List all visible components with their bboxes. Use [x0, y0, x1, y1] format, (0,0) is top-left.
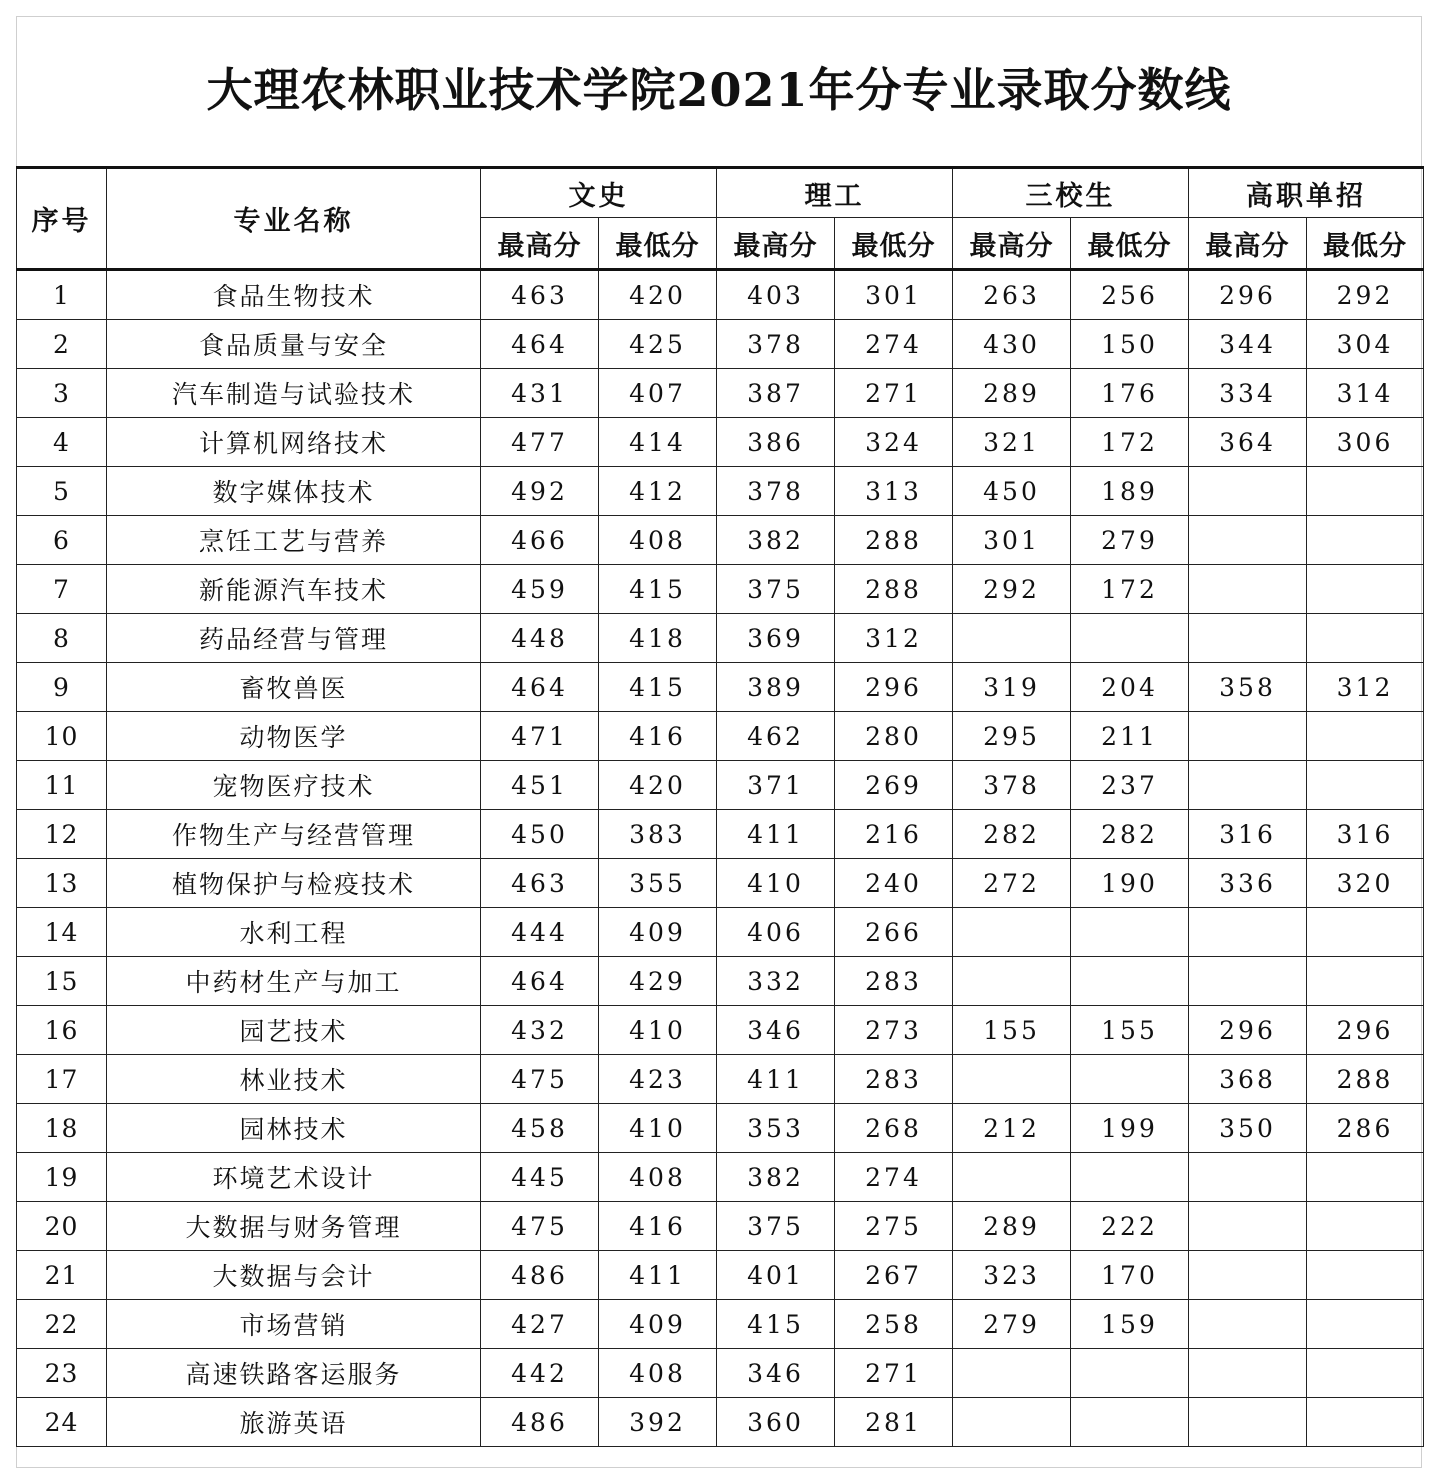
table-row [17, 614, 1424, 663]
danzhao-max-cell [1189, 1153, 1307, 1202]
table-row [17, 1104, 1424, 1153]
row-index-cell: 11 [17, 761, 107, 810]
ligong-max-cell: 386 [717, 418, 835, 467]
wenshi-min-cell: 416 [599, 1202, 717, 1251]
danzhao-max-cell [1189, 1202, 1307, 1251]
wenshi-min-cell: 425 [599, 320, 717, 369]
ligong-max-cell: 332 [717, 957, 835, 1006]
table-row [17, 810, 1424, 859]
header-group-wenshi: 文史 [481, 168, 717, 218]
header-min-score: 最低分 [835, 218, 953, 270]
admission-score-table [16, 166, 1424, 1447]
ligong-min-cell: 281 [835, 1398, 953, 1447]
danzhao-max-cell [1189, 1300, 1307, 1349]
ligong-min-cell: 274 [835, 320, 953, 369]
wenshi-min-cell: 392 [599, 1398, 717, 1447]
major-name-cell: 大数据与会计 [107, 1251, 481, 1300]
row-index-cell: 7 [17, 565, 107, 614]
danzhao-max-cell [1189, 467, 1307, 516]
ligong-min-cell: 271 [835, 1349, 953, 1398]
header-min-score: 最低分 [1307, 218, 1424, 270]
row-index-cell: 4 [17, 418, 107, 467]
ligong-min-cell: 271 [835, 369, 953, 418]
page-title: 大理农林职业技术学院2021年分专业录取分数线 [206, 63, 1232, 117]
sanxiao-max-cell: 155 [953, 1006, 1071, 1055]
table-row [17, 1055, 1424, 1104]
major-name-cell: 数字媒体技术 [107, 467, 481, 516]
danzhao-max-cell [1189, 712, 1307, 761]
danzhao-min-cell: 320 [1307, 859, 1424, 908]
major-name-cell: 园艺技术 [107, 1006, 481, 1055]
danzhao-min-cell [1307, 957, 1424, 1006]
ligong-min-cell: 258 [835, 1300, 953, 1349]
major-name-cell: 旅游英语 [107, 1398, 481, 1447]
sanxiao-min-cell [1071, 1055, 1189, 1104]
danzhao-min-cell: 304 [1307, 320, 1424, 369]
wenshi-min-cell: 408 [599, 1153, 717, 1202]
header-major: 专业名称 [107, 168, 481, 270]
wenshi-min-cell: 355 [599, 859, 717, 908]
row-index-cell: 8 [17, 614, 107, 663]
danzhao-min-cell [1307, 1153, 1424, 1202]
danzhao-min-cell [1307, 761, 1424, 810]
major-name-cell: 林业技术 [107, 1055, 481, 1104]
sanxiao-min-cell [1071, 908, 1189, 957]
wenshi-min-cell: 429 [599, 957, 717, 1006]
row-index-cell: 18 [17, 1104, 107, 1153]
sanxiao-min-cell: 237 [1071, 761, 1189, 810]
sanxiao-max-cell: 323 [953, 1251, 1071, 1300]
danzhao-max-cell [1189, 957, 1307, 1006]
danzhao-min-cell [1307, 1251, 1424, 1300]
sanxiao-min-cell: 189 [1071, 467, 1189, 516]
danzhao-max-cell: 350 [1189, 1104, 1307, 1153]
sanxiao-min-cell: 282 [1071, 810, 1189, 859]
sanxiao-max-cell [953, 1398, 1071, 1447]
danzhao-max-cell: 296 [1189, 1006, 1307, 1055]
table-row [17, 908, 1424, 957]
row-index-cell: 9 [17, 663, 107, 712]
ligong-max-cell: 382 [717, 516, 835, 565]
sanxiao-max-cell: 272 [953, 859, 1071, 908]
row-index-cell: 14 [17, 908, 107, 957]
ligong-min-cell: 268 [835, 1104, 953, 1153]
ligong-min-cell: 280 [835, 712, 953, 761]
sanxiao-min-cell: 190 [1071, 859, 1189, 908]
table-row [17, 957, 1424, 1006]
danzhao-min-cell [1307, 908, 1424, 957]
ligong-min-cell: 269 [835, 761, 953, 810]
ligong-min-cell: 324 [835, 418, 953, 467]
danzhao-min-cell [1307, 1349, 1424, 1398]
wenshi-min-cell: 415 [599, 663, 717, 712]
major-name-cell: 食品生物技术 [107, 270, 481, 320]
major-name-cell: 新能源汽车技术 [107, 565, 481, 614]
ligong-max-cell: 411 [717, 810, 835, 859]
wenshi-max-cell: 464 [481, 663, 599, 712]
major-name-cell: 烹饪工艺与营养 [107, 516, 481, 565]
ligong-max-cell: 369 [717, 614, 835, 663]
ligong-max-cell: 382 [717, 1153, 835, 1202]
header-index: 序号 [17, 168, 107, 270]
danzhao-min-cell [1307, 1202, 1424, 1251]
danzhao-min-cell [1307, 614, 1424, 663]
wenshi-min-cell: 407 [599, 369, 717, 418]
table-row [17, 1349, 1424, 1398]
sanxiao-min-cell: 172 [1071, 565, 1189, 614]
wenshi-max-cell: 431 [481, 369, 599, 418]
danzhao-max-cell: 336 [1189, 859, 1307, 908]
ligong-max-cell: 378 [717, 467, 835, 516]
ligong-max-cell: 462 [717, 712, 835, 761]
table-row [17, 1300, 1424, 1349]
wenshi-max-cell: 475 [481, 1055, 599, 1104]
danzhao-max-cell [1189, 565, 1307, 614]
header-min-score: 最低分 [1071, 218, 1189, 270]
major-name-cell: 宠物医疗技术 [107, 761, 481, 810]
row-index-cell: 3 [17, 369, 107, 418]
sanxiao-max-cell: 295 [953, 712, 1071, 761]
ligong-max-cell: 406 [717, 908, 835, 957]
sanxiao-max-cell [953, 614, 1071, 663]
sanxiao-max-cell: 378 [953, 761, 1071, 810]
danzhao-max-cell: 316 [1189, 810, 1307, 859]
sanxiao-max-cell: 289 [953, 1202, 1071, 1251]
sanxiao-max-cell: 212 [953, 1104, 1071, 1153]
sanxiao-min-cell: 172 [1071, 418, 1189, 467]
danzhao-max-cell [1189, 1349, 1307, 1398]
major-name-cell: 园林技术 [107, 1104, 481, 1153]
ligong-min-cell: 267 [835, 1251, 953, 1300]
wenshi-max-cell: 448 [481, 614, 599, 663]
wenshi-min-cell: 408 [599, 516, 717, 565]
table-row [17, 369, 1424, 418]
sanxiao-max-cell: 319 [953, 663, 1071, 712]
ligong-max-cell: 360 [717, 1398, 835, 1447]
sanxiao-min-cell: 159 [1071, 1300, 1189, 1349]
sanxiao-min-cell [1071, 957, 1189, 1006]
danzhao-max-cell [1189, 614, 1307, 663]
danzhao-min-cell [1307, 565, 1424, 614]
major-name-cell: 畜牧兽医 [107, 663, 481, 712]
wenshi-max-cell: 450 [481, 810, 599, 859]
header-max-score: 最高分 [953, 218, 1071, 270]
danzhao-max-cell [1189, 516, 1307, 565]
ligong-min-cell: 312 [835, 614, 953, 663]
table-row [17, 1398, 1424, 1447]
header-group-ligong: 理工 [717, 168, 953, 218]
wenshi-max-cell: 463 [481, 859, 599, 908]
wenshi-max-cell: 444 [481, 908, 599, 957]
ligong-max-cell: 387 [717, 369, 835, 418]
table-row [17, 1202, 1424, 1251]
ligong-max-cell: 378 [717, 320, 835, 369]
sanxiao-min-cell: 176 [1071, 369, 1189, 418]
wenshi-max-cell: 486 [481, 1398, 599, 1447]
ligong-max-cell: 375 [717, 1202, 835, 1251]
wenshi-min-cell: 414 [599, 418, 717, 467]
ligong-min-cell: 288 [835, 565, 953, 614]
major-name-cell: 水利工程 [107, 908, 481, 957]
ligong-min-cell: 296 [835, 663, 953, 712]
wenshi-max-cell: 451 [481, 761, 599, 810]
wenshi-max-cell: 427 [481, 1300, 599, 1349]
major-name-cell: 食品质量与安全 [107, 320, 481, 369]
row-index-cell: 2 [17, 320, 107, 369]
sanxiao-max-cell: 282 [953, 810, 1071, 859]
danzhao-min-cell: 316 [1307, 810, 1424, 859]
sanxiao-min-cell [1071, 1153, 1189, 1202]
wenshi-max-cell: 464 [481, 320, 599, 369]
wenshi-min-cell: 411 [599, 1251, 717, 1300]
ligong-min-cell: 301 [835, 270, 953, 320]
wenshi-max-cell: 458 [481, 1104, 599, 1153]
danzhao-min-cell [1307, 467, 1424, 516]
wenshi-max-cell: 471 [481, 712, 599, 761]
wenshi-max-cell: 432 [481, 1006, 599, 1055]
sanxiao-min-cell: 279 [1071, 516, 1189, 565]
ligong-max-cell: 346 [717, 1006, 835, 1055]
major-name-cell: 环境艺术设计 [107, 1153, 481, 1202]
wenshi-min-cell: 408 [599, 1349, 717, 1398]
wenshi-min-cell: 409 [599, 1300, 717, 1349]
major-name-cell: 动物医学 [107, 712, 481, 761]
table-header [17, 168, 1424, 270]
wenshi-min-cell: 423 [599, 1055, 717, 1104]
wenshi-max-cell: 445 [481, 1153, 599, 1202]
sanxiao-max-cell [953, 1055, 1071, 1104]
sanxiao-max-cell: 301 [953, 516, 1071, 565]
danzhao-max-cell: 358 [1189, 663, 1307, 712]
ligong-max-cell: 389 [717, 663, 835, 712]
ligong-min-cell: 273 [835, 1006, 953, 1055]
danzhao-max-cell [1189, 1251, 1307, 1300]
major-name-cell: 高速铁路客运服务 [107, 1349, 481, 1398]
sanxiao-min-cell: 199 [1071, 1104, 1189, 1153]
sanxiao-min-cell: 150 [1071, 320, 1189, 369]
table-row [17, 418, 1424, 467]
ligong-min-cell: 288 [835, 516, 953, 565]
danzhao-min-cell [1307, 516, 1424, 565]
danzhao-min-cell: 306 [1307, 418, 1424, 467]
wenshi-min-cell: 415 [599, 565, 717, 614]
row-index-cell: 13 [17, 859, 107, 908]
sanxiao-max-cell [953, 1349, 1071, 1398]
row-index-cell: 22 [17, 1300, 107, 1349]
wenshi-max-cell: 466 [481, 516, 599, 565]
danzhao-min-cell: 314 [1307, 369, 1424, 418]
row-index-cell: 10 [17, 712, 107, 761]
table-row [17, 1006, 1424, 1055]
sanxiao-min-cell [1071, 614, 1189, 663]
danzhao-min-cell [1307, 712, 1424, 761]
wenshi-min-cell: 420 [599, 761, 717, 810]
danzhao-min-cell [1307, 1398, 1424, 1447]
header-group-danzhao: 高职单招 [1189, 168, 1424, 218]
wenshi-max-cell: 475 [481, 1202, 599, 1251]
title-area [16, 16, 1422, 166]
wenshi-min-cell: 410 [599, 1006, 717, 1055]
row-index-cell: 19 [17, 1153, 107, 1202]
sanxiao-max-cell: 279 [953, 1300, 1071, 1349]
sanxiao-min-cell: 155 [1071, 1006, 1189, 1055]
danzhao-min-cell: 288 [1307, 1055, 1424, 1104]
wenshi-min-cell: 420 [599, 270, 717, 320]
wenshi-max-cell: 492 [481, 467, 599, 516]
sanxiao-min-cell: 170 [1071, 1251, 1189, 1300]
header-max-score: 最高分 [1189, 218, 1307, 270]
sanxiao-min-cell: 204 [1071, 663, 1189, 712]
danzhao-max-cell: 364 [1189, 418, 1307, 467]
danzhao-min-cell: 312 [1307, 663, 1424, 712]
danzhao-max-cell: 344 [1189, 320, 1307, 369]
ligong-max-cell: 401 [717, 1251, 835, 1300]
header-max-score: 最高分 [481, 218, 599, 270]
wenshi-min-cell: 416 [599, 712, 717, 761]
row-index-cell: 24 [17, 1398, 107, 1447]
ligong-max-cell: 353 [717, 1104, 835, 1153]
table-row [17, 761, 1424, 810]
ligong-min-cell: 216 [835, 810, 953, 859]
table-body [17, 270, 1424, 1447]
row-index-cell: 15 [17, 957, 107, 1006]
danzhao-min-cell: 292 [1307, 270, 1424, 320]
sanxiao-min-cell [1071, 1398, 1189, 1447]
danzhao-max-cell: 368 [1189, 1055, 1307, 1104]
wenshi-min-cell: 383 [599, 810, 717, 859]
sanxiao-max-cell: 450 [953, 467, 1071, 516]
sanxiao-min-cell: 211 [1071, 712, 1189, 761]
ligong-max-cell: 415 [717, 1300, 835, 1349]
danzhao-max-cell [1189, 908, 1307, 957]
major-name-cell: 大数据与财务管理 [107, 1202, 481, 1251]
row-index-cell: 21 [17, 1251, 107, 1300]
table-row [17, 1251, 1424, 1300]
row-index-cell: 1 [17, 270, 107, 320]
major-name-cell: 作物生产与经营管理 [107, 810, 481, 859]
table-row [17, 516, 1424, 565]
danzhao-max-cell: 334 [1189, 369, 1307, 418]
ligong-max-cell: 375 [717, 565, 835, 614]
ligong-min-cell: 266 [835, 908, 953, 957]
ligong-min-cell: 240 [835, 859, 953, 908]
sanxiao-min-cell: 222 [1071, 1202, 1189, 1251]
major-name-cell: 药品经营与管理 [107, 614, 481, 663]
major-name-cell: 植物保护与检疫技术 [107, 859, 481, 908]
sanxiao-max-cell: 292 [953, 565, 1071, 614]
sanxiao-max-cell: 321 [953, 418, 1071, 467]
ligong-min-cell: 283 [835, 957, 953, 1006]
ligong-max-cell: 371 [717, 761, 835, 810]
table-row [17, 467, 1424, 516]
major-name-cell: 汽车制造与试验技术 [107, 369, 481, 418]
row-index-cell: 17 [17, 1055, 107, 1104]
row-index-cell: 20 [17, 1202, 107, 1251]
wenshi-max-cell: 463 [481, 270, 599, 320]
sanxiao-max-cell: 289 [953, 369, 1071, 418]
major-name-cell: 中药材生产与加工 [107, 957, 481, 1006]
sanxiao-min-cell: 256 [1071, 270, 1189, 320]
row-index-cell: 6 [17, 516, 107, 565]
table-row [17, 663, 1424, 712]
table-row [17, 270, 1424, 320]
wenshi-max-cell: 477 [481, 418, 599, 467]
wenshi-max-cell: 486 [481, 1251, 599, 1300]
sanxiao-max-cell [953, 1153, 1071, 1202]
ligong-min-cell: 313 [835, 467, 953, 516]
header-max-score: 最高分 [717, 218, 835, 270]
sanxiao-max-cell: 430 [953, 320, 1071, 369]
wenshi-min-cell: 409 [599, 908, 717, 957]
row-index-cell: 12 [17, 810, 107, 859]
danzhao-max-cell [1189, 1398, 1307, 1447]
header-group-sanxiao: 三校生 [953, 168, 1189, 218]
danzhao-min-cell [1307, 1300, 1424, 1349]
table-row [17, 1153, 1424, 1202]
row-index-cell: 16 [17, 1006, 107, 1055]
table-row [17, 565, 1424, 614]
wenshi-min-cell: 412 [599, 467, 717, 516]
wenshi-max-cell: 464 [481, 957, 599, 1006]
danzhao-min-cell: 296 [1307, 1006, 1424, 1055]
row-index-cell: 5 [17, 467, 107, 516]
danzhao-max-cell: 296 [1189, 270, 1307, 320]
wenshi-max-cell: 442 [481, 1349, 599, 1398]
header-min-score: 最低分 [599, 218, 717, 270]
danzhao-max-cell [1189, 761, 1307, 810]
sanxiao-max-cell [953, 957, 1071, 1006]
ligong-max-cell: 411 [717, 1055, 835, 1104]
sanxiao-max-cell: 263 [953, 270, 1071, 320]
wenshi-max-cell: 459 [481, 565, 599, 614]
sanxiao-max-cell [953, 908, 1071, 957]
ligong-max-cell: 346 [717, 1349, 835, 1398]
danzhao-min-cell: 286 [1307, 1104, 1424, 1153]
major-name-cell: 计算机网络技术 [107, 418, 481, 467]
ligong-min-cell: 274 [835, 1153, 953, 1202]
sanxiao-min-cell [1071, 1349, 1189, 1398]
ligong-min-cell: 283 [835, 1055, 953, 1104]
ligong-min-cell: 275 [835, 1202, 953, 1251]
row-index-cell: 23 [17, 1349, 107, 1398]
wenshi-min-cell: 418 [599, 614, 717, 663]
ligong-max-cell: 410 [717, 859, 835, 908]
wenshi-min-cell: 410 [599, 1104, 717, 1153]
ligong-max-cell: 403 [717, 270, 835, 320]
table-row [17, 320, 1424, 369]
table-row [17, 712, 1424, 761]
table-row [17, 859, 1424, 908]
major-name-cell: 市场营销 [107, 1300, 481, 1349]
